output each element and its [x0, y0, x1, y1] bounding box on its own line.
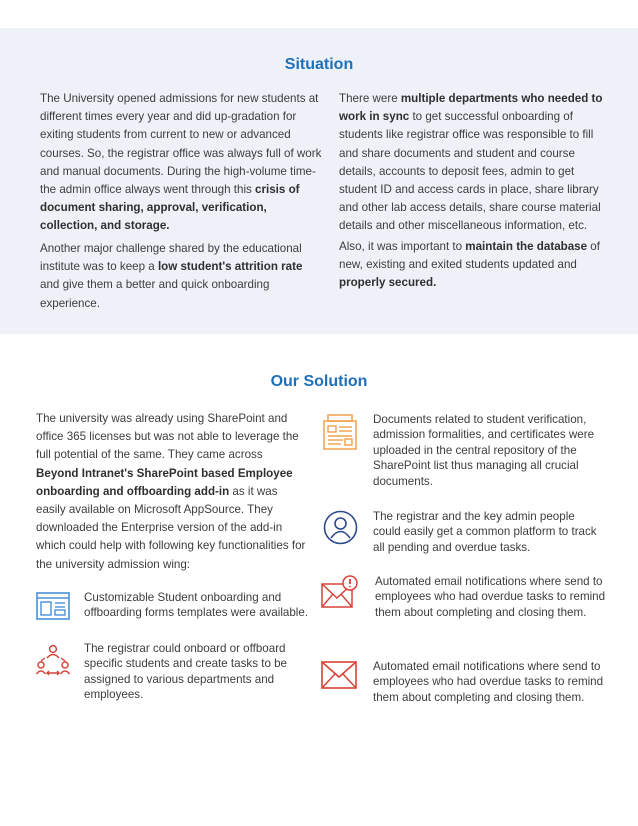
document-repository-icon — [323, 414, 357, 450]
emphasis: maintain the database — [465, 240, 588, 253]
emphasis: Beyond Intranet's SharePoint based Employee onboarding and offboarding add-in — [36, 466, 293, 498]
situation-title: Situation — [284, 56, 354, 73]
text: of new, existing and exited students updated and — [339, 240, 600, 272]
task-assignment-icon — [36, 643, 70, 677]
text: as it was easily available on Microsoft AppSource. They downloaded the Enterprise version of the add-in which could help with following key functionalities for the university admission wing: — [36, 484, 306, 571]
situation-paragraph-4 — [339, 238, 607, 293]
situation-paragraph-3 — [339, 90, 607, 236]
text: The University opened admissions for new students at different times every year and did up-gradation for exiting students from current to new or advanced courses. So, the registrar office was always full of work and manual documents. During the high-volume time- the admin office always went through this — [40, 92, 322, 197]
text: The university was already using SharePoint and office 365 licenses but was not able to leverage the full potential of the same. They came across — [36, 412, 299, 462]
situation-paragraph-2 — [40, 240, 320, 313]
situation-paragraph-1 — [40, 90, 324, 236]
form-template-icon — [36, 592, 70, 620]
emphasis: crisis of document sharing, approval, verification, collection, and storage. — [40, 183, 300, 233]
text: Also, it was important to — [339, 240, 466, 253]
solution-title: Our Solution — [270, 373, 368, 390]
emphasis: low student's attrition rate — [157, 260, 303, 274]
feature-text-3: Documents related to student verification, admission formalities, and certificates were uploaded in the central repository of the SharePoint list thus managing all crucial documents. — [373, 413, 595, 488]
feature-text-1: Customizable Student onboarding and offboarding forms templates were available. — [84, 591, 309, 620]
email-alert-icon — [321, 575, 359, 609]
emphasis: properly secured. — [339, 276, 437, 290]
feature-text-6: Automated email notifications where send to employees who had overdue tasks to remind them about completing and closing them. — [373, 660, 604, 704]
text: There were — [339, 92, 401, 105]
feature-text-4: The registrar and the key admin people could easily get a common platform to track all pending and overdue tasks. — [373, 510, 597, 554]
feature-text-5: Automated email notifications where send to employees who had overdue tasks to remind them about completing and closing them. — [375, 575, 606, 619]
email-icon — [321, 661, 357, 689]
emphasis: multiple departments who needed to work in sync — [339, 92, 603, 124]
feature-text-2: The registrar could onboard or offboard specific students and create tasks to be assigned to various departments and employees. — [84, 642, 288, 702]
solution-intro — [36, 410, 308, 574]
text: Another major challenge shared by the educational institute was to keep a — [40, 242, 302, 274]
text: and give them a better and quick onboarding experience. — [40, 278, 270, 310]
user-icon — [323, 510, 358, 545]
text: to get successful onboarding of students like registrar office was responsible to fill and share documents and student and course details, accounts to deposit fees, admin to get student ID and access cards in place, share library and other lab access details, share course material details and other miscellaneous information, etc. — [339, 110, 601, 233]
